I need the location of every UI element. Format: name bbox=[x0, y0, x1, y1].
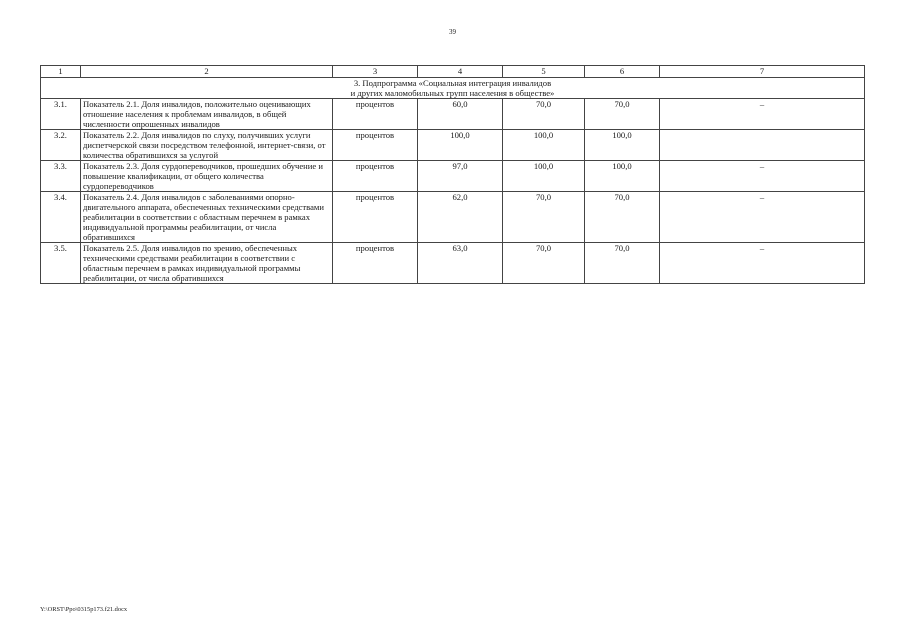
document-file-path: Y:\ORST\Ppo\0315p173.f21.docx bbox=[40, 606, 128, 613]
indicator-name: Показатель 2.1. Доля инвалидов, положительно оценивающих отношение населения к проблемам инвалидов, в общей численности опрошенных инвалидов bbox=[81, 99, 333, 130]
column-header: 1 bbox=[41, 66, 81, 78]
value-col4: 60,0 bbox=[418, 99, 503, 130]
value-col5: 70,0 bbox=[503, 192, 585, 243]
column-header: 3 bbox=[333, 66, 418, 78]
table-row bbox=[41, 161, 865, 192]
table-row bbox=[41, 130, 865, 161]
value-col6: 70,0 bbox=[585, 99, 660, 130]
indicator-name: Показатель 2.5. Доля инвалидов по зрению, обеспеченных техническими средствами реабилитации в соответствии с областным перечнем в рамках индивидуальной программы реабилитации, от числа обратившихся bbox=[81, 243, 333, 284]
section-title bbox=[41, 78, 865, 99]
note-cell: – bbox=[660, 161, 865, 192]
column-header: 5 bbox=[503, 66, 585, 78]
column-header: 4 bbox=[418, 66, 503, 78]
value-col4: 62,0 bbox=[418, 192, 503, 243]
note-cell: – bbox=[660, 192, 865, 243]
value-col5: 100,0 bbox=[503, 161, 585, 192]
section-title-line: 3. Подпрограмма «Социальная интеграция инвалидов bbox=[353, 78, 552, 88]
row-number: 3.2. bbox=[41, 130, 81, 161]
row-number: 3.5. bbox=[41, 243, 81, 284]
value-col4: 97,0 bbox=[418, 161, 503, 192]
value-col6: 100,0 bbox=[585, 130, 660, 161]
unit-cell: процентов bbox=[333, 243, 418, 284]
row-number: 3.1. bbox=[41, 99, 81, 130]
value-col5: 70,0 bbox=[503, 243, 585, 284]
value-col6: 70,0 bbox=[585, 192, 660, 243]
table-row bbox=[41, 99, 865, 130]
value-col4: 63,0 bbox=[418, 243, 503, 284]
page-number: 39 bbox=[449, 28, 456, 36]
row-number: 3.3. bbox=[41, 161, 81, 192]
note-cell: – bbox=[660, 99, 865, 130]
indicator-name: Показатель 2.3. Доля сурдопереводчиков, прошедших обучение и повышение квалификации, от общего количества сурдопереводчиков bbox=[81, 161, 333, 192]
value-col6: 70,0 bbox=[585, 243, 660, 284]
unit-cell: процентов bbox=[333, 161, 418, 192]
section-title-line: и других маломобильных групп населения в обществе» bbox=[350, 88, 555, 98]
section-row bbox=[41, 78, 865, 99]
indicators-table bbox=[40, 65, 865, 284]
unit-cell: процентов bbox=[333, 99, 418, 130]
table-row bbox=[41, 243, 865, 284]
value-col5: 70,0 bbox=[503, 99, 585, 130]
note-cell bbox=[660, 130, 865, 161]
value-col6: 100,0 bbox=[585, 161, 660, 192]
row-number: 3.4. bbox=[41, 192, 81, 243]
unit-cell: процентов bbox=[333, 130, 418, 161]
value-col5: 100,0 bbox=[503, 130, 585, 161]
indicator-name: Показатель 2.4. Доля инвалидов с заболеваниями опорно-двигательного аппарата, обеспеченных техническими средствами реабилитации в соответствии с областным перечнем в рамках индивидуальной программы реабилитации, от числа обратившихся bbox=[81, 192, 333, 243]
indicator-name: Показатель 2.2. Доля инвалидов по слуху, получивших услуги диспетчерской связи посредством телефонной, интернет-связи, от количества обратившихся за услугой bbox=[81, 130, 333, 161]
table-row bbox=[41, 192, 865, 243]
value-col4: 100,0 bbox=[418, 130, 503, 161]
column-header: 2 bbox=[81, 66, 333, 78]
note-cell: – bbox=[660, 243, 865, 284]
unit-cell: процентов bbox=[333, 192, 418, 243]
header-row bbox=[41, 66, 865, 78]
column-header: 6 bbox=[585, 66, 660, 78]
column-header: 7 bbox=[660, 66, 865, 78]
